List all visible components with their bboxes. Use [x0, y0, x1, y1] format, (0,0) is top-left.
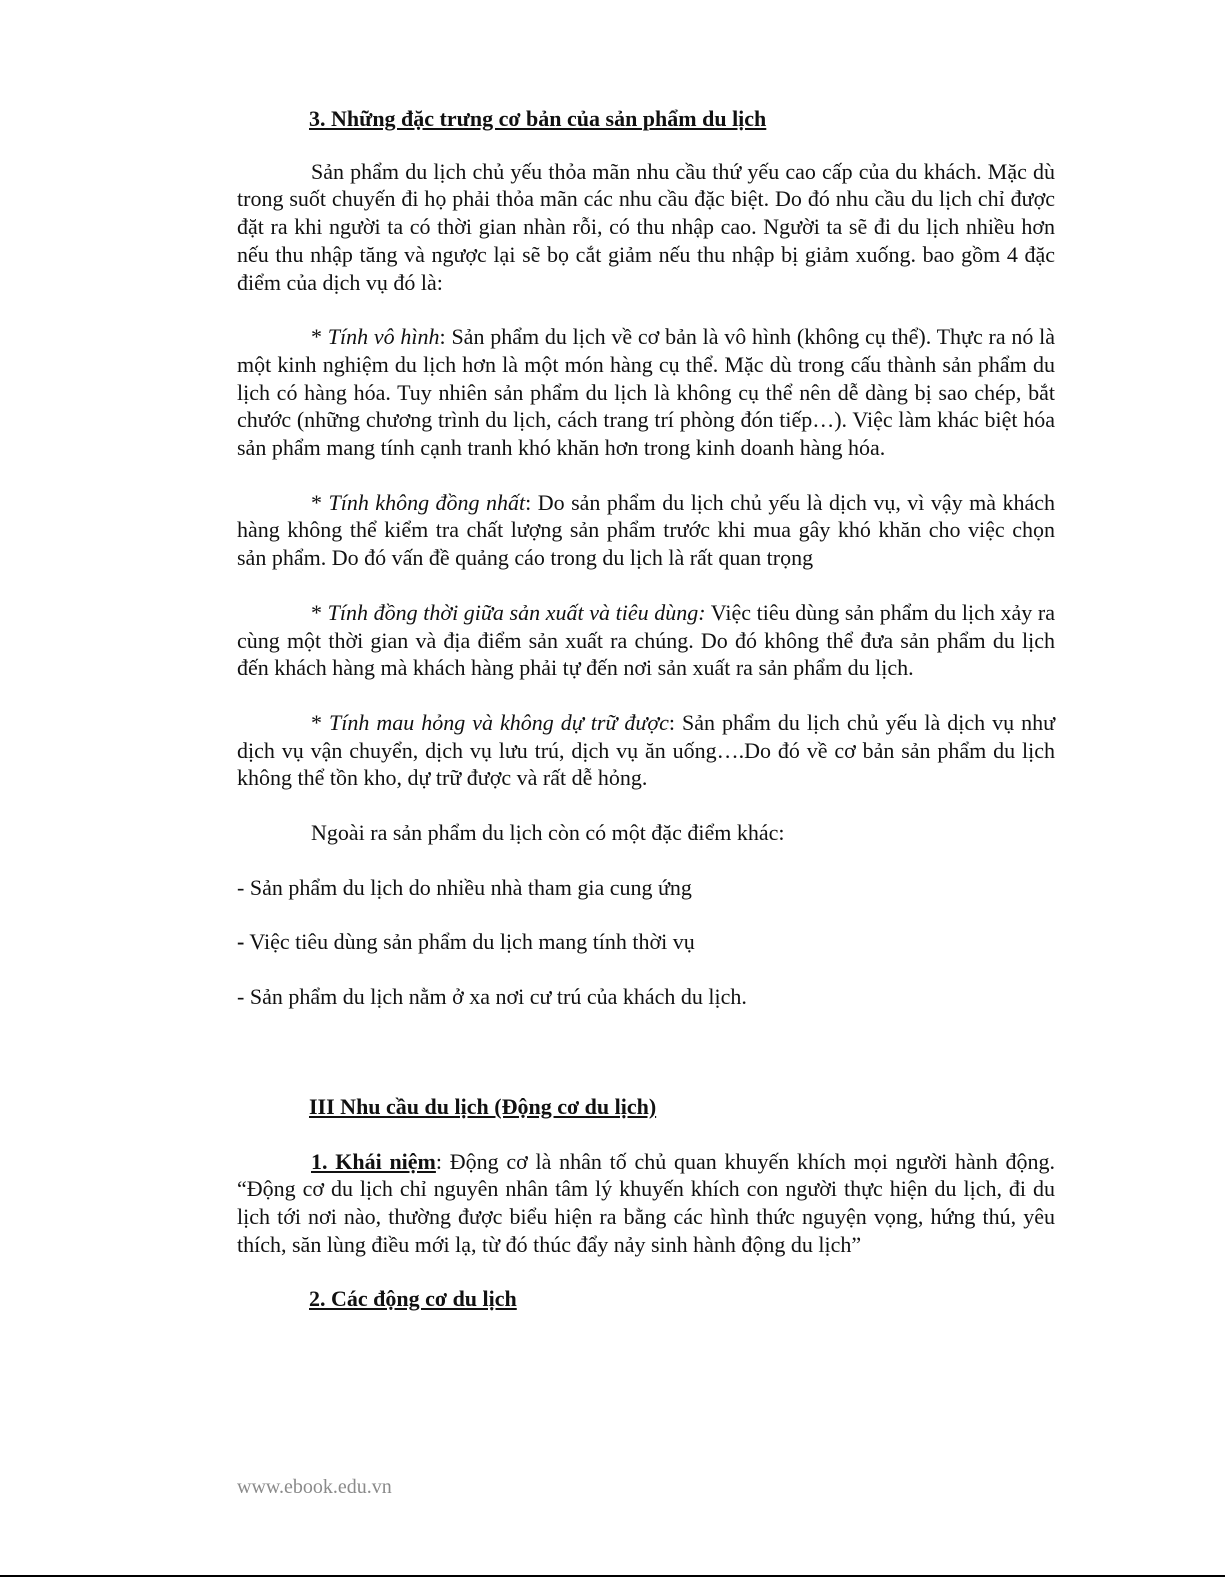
trait-term: Tính vô hình: [327, 324, 440, 350]
list-item-text: Sản phẩm du lịch nằm ở xa nơi cư trú của khách du lịch.: [244, 984, 747, 1010]
trait-paragraph: [237, 489, 1055, 572]
trait-term: Tính mau hỏng và không dự trữ được: [329, 709, 669, 735]
list-item: [237, 983, 1055, 1011]
footer-url: www.ebook.edu.vn: [237, 1476, 392, 1498]
list-dash: -: [237, 929, 245, 955]
motives-heading: 2. Các động cơ du lịch: [309, 1286, 517, 1312]
trait-bullet: *: [311, 599, 328, 625]
trait-separator: :: [439, 324, 446, 350]
trait-text: Sản phẩm du lịch về cơ bản là vô hình (không cụ thể). Thực ra nó là một kinh nghiệm du lịch hơn là một món hàng cụ thể. Mặc dù trong cấu thành sản phẩm du lịch có hàng hóa. Tuy nhiên sản phẩm du lịch là không cụ thể nên dễ dàng bị sao chép, bắt chước (những chương trình du lịch, cách trang trí phòng đón tiếp…). Việc làm khác biệt hóa sản phẩm mang tính cạnh tranh khó khăn hơn trong kinh doanh hàng hóa.: [237, 324, 1056, 461]
trait-bullet: *: [311, 324, 328, 350]
trait-term: Tính đồng thời giữa sản xuất và tiêu dùng:: [327, 599, 706, 625]
list-item-text: Việc tiêu dùng sản phẩm du lịch mang tính thời vụ: [244, 929, 695, 955]
trait-text: Sản phẩm du lịch chủ yếu là dịch vụ như dịch vụ vận chuyển, dịch vụ lưu trú, dịch vụ ăn uống….Do đó về cơ bản sản phẩm du lịch không thể tồn kho, dự trữ được và rất dễ hỏng.: [237, 709, 1056, 791]
section-3-heading: 3. Những đặc trưng cơ bản của sản phẩm du lịch: [309, 106, 767, 131]
trait-paragraph: [237, 599, 1055, 682]
trait-paragraph: [237, 709, 1055, 792]
list-item: [237, 928, 1055, 956]
trait-bullet: *: [311, 709, 329, 735]
trait-term: Tính không đồng nhất: [328, 489, 526, 515]
concept-paragraph: [237, 1148, 1055, 1259]
trait-separator: :: [668, 709, 676, 735]
list-dash: -: [237, 874, 245, 900]
section-III-heading: III Nhu cầu du lịch (Động cơ du lịch): [309, 1093, 657, 1119]
section-3-intro: Sản phẩm du lịch chủ yếu thỏa mãn nhu cầu thứ yếu cao cấp của du khách. Mặc dù trong suốt chuyến đi họ phải thỏa mãn các nhu cầu đặc biệt. Do đó nhu cầu du lịch chỉ được đặt ra khi người ta có thời gian nhàn rỗi, có thu nhập cao. Người ta sẽ đi du lịch nhiều hơn nếu thu nhập tăng và ngược lại sẽ bọ cắt giảm nếu thu nhập bị giảm xuống. bao gồm 4 đặc điểm của dịch vụ đó là:: [237, 158, 1055, 295]
list-item: [237, 874, 1055, 902]
list-dash: -: [237, 984, 245, 1010]
concept-label: 1. Khái niệm: [311, 1148, 436, 1174]
page-content: [237, 100, 1055, 1313]
list-item-text: Sản phẩm du lịch do nhiều nhà tham gia cung ứng: [244, 874, 692, 900]
page-bottom-rule: [0, 1575, 1225, 1577]
trait-text: Do sản phẩm du lịch chủ yếu là dịch vụ, vì vậy mà khách hàng không thể kiểm tra chất lượng sản phẩm trước khi mua gây khó khăn cho việc chọn sản phẩm. Do đó vấn đề quảng cáo trong du lịch là rất quan trọng: [237, 489, 1055, 571]
concept-text: : Động cơ là nhân tố chủ quan khuyến khích mọi người hành động. “Động cơ du lịch chỉ nguyên nhân tâm lý khuyến khích con người thực hiện du lịch, đi du lịch tới nơi nào, thường được biểu hiện ra bằng các hình thức nguyện vọng, hứng thú, yêu thích, săn lùng điều mới lạ, từ đó thúc đẩy nảy sinh hành động du lịch”: [237, 1148, 1056, 1257]
other-traits-intro: Ngoài ra sản phẩm du lịch còn có một đặc điểm khác:: [311, 820, 785, 846]
trait-text: Việc tiêu dùng sản phẩm du lịch xảy ra cùng một thời gian và địa điểm sản xuất ra chúng. Do đó không thể đưa sản phẩm du lịch đến khách hàng mà khách hàng phải tự đến nơi sản xuất ra sản phẩm du lịch.: [237, 599, 1055, 681]
trait-separator: :: [525, 489, 532, 515]
trait-bullet: *: [311, 489, 329, 515]
trait-paragraph: [237, 323, 1055, 462]
